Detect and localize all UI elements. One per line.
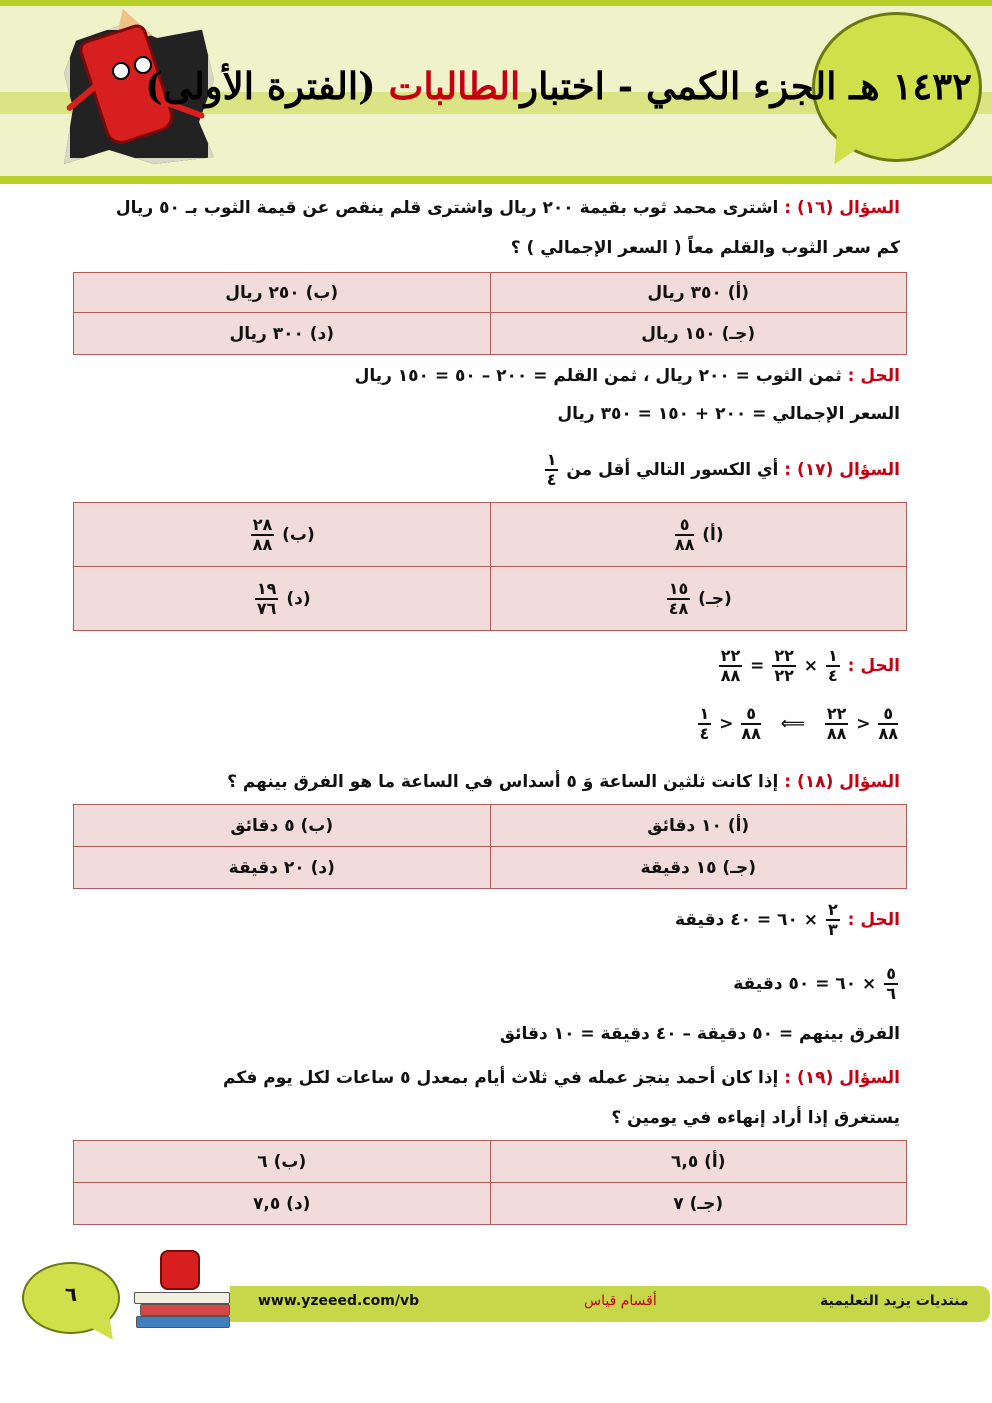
q18-text: إذا كانت ثلثين الساعة وَ ٥ أسداس في الساعة ما هو الفرق بينهم ؟ <box>227 772 779 792</box>
title-part2: (الفترة الأولى) <box>145 64 376 108</box>
q19-option-b[interactable]: (ب) ٦ <box>74 1141 491 1183</box>
page-number: ٦ <box>64 1282 78 1306</box>
q17-text: أي الكسور التالي أقل من <box>566 460 779 480</box>
mascot-eye-left-icon <box>112 62 130 80</box>
implies-arrow-icon: ⟸ <box>780 714 806 734</box>
q18-option-c[interactable]: (جـ) ١٥ دقيقة <box>490 847 907 889</box>
page-title <box>145 56 972 116</box>
q17-option-a-fraction: $\frac{٥}{٨٨}$ <box>674 514 695 554</box>
footer-section-label: أقسام قياس <box>584 1293 657 1309</box>
title-highlight: الطالبات <box>388 64 521 108</box>
q17-text-line <box>92 452 900 488</box>
q17-option-b-fraction: $\frac{٢٨}{٨٨}$ <box>252 514 273 554</box>
q17-solution-line2: $\frac{٥}{٨٨}$ < $\frac{٢٢}{٨٨}$ ⟸ $\frac{٥}{٨٨}$ < $\frac{١}{٤}$ <box>699 704 898 743</box>
header-bottom-rule <box>0 176 992 184</box>
q18-solution-line2: $\frac{٥}{٦}$ × ٦٠ = ٥٠ دقيقة <box>733 964 896 1003</box>
q18-options-table <box>73 804 907 889</box>
title-part1: الجزء الكمي - اختبار <box>520 64 837 108</box>
q19-text: إذا كان أحمد ينجز عمله في ثلاث أيام بمعدل ٥ ساعات لكل يوم فكم <box>222 1068 779 1088</box>
q16-option-b[interactable]: (ب) ٢٥٠ ريال <box>74 273 491 313</box>
q16-text: اشترى محمد ثوب بقيمة ٢٠٠ ريال واشترى قلم ينقص عن قيمة الثوب بـ ٥٠ ريال <box>115 198 779 218</box>
q19-option-a[interactable]: (أ) ٦,٥ <box>490 1141 907 1183</box>
q17-option-d[interactable]: (د) $\frac{١٩}{٧٦}$ <box>74 567 491 631</box>
footer-pencil-mascot-icon <box>160 1250 200 1290</box>
footer-website-link[interactable]: www.yzeeed.com/vb <box>258 1293 420 1309</box>
q18-solution-line3: الفرق بينهم = ٥٠ دقيقة – ٤٠ دقيقة = ١٠ دقائق <box>499 1024 900 1044</box>
q19-options-table <box>73 1140 907 1225</box>
title-year: ١٤٣٢ هـ <box>849 64 972 108</box>
q17-option-b[interactable]: (ب) $\frac{٢٨}{٨٨}$ <box>74 503 491 567</box>
q19-text-line2: يستغرق إذا أراد إنهاءه في يومين ؟ <box>611 1108 900 1128</box>
q16-option-c[interactable]: (جـ) ١٥٠ ريال <box>490 313 907 355</box>
q17-option-c[interactable]: (جـ) $\frac{١٥}{٤٨}$ <box>490 567 907 631</box>
q18-option-d[interactable]: (د) ٢٠ دقيقة <box>74 847 491 889</box>
q16-solution-line2: السعر الإجمالي = ٢٠٠ + ١٥٠ = ٣٥٠ ريال <box>557 404 900 424</box>
q17-option-a[interactable]: (أ) $\frac{٥}{٨٨}$ <box>490 503 907 567</box>
q17-options-table <box>73 502 907 631</box>
q16-solution-line1 <box>92 366 900 386</box>
q16-solution-text1: ثمن الثوب = ٢٠٠ ريال ، ثمن القلم = ٢٠٠ – ٥٠ = ١٥٠ ريال <box>354 366 842 386</box>
q19-text-line1 <box>92 1068 900 1088</box>
q18-label: السؤال (١٨) : <box>784 772 900 792</box>
q18-option-b[interactable]: (ب) ٥ دقائق <box>74 805 491 847</box>
q19-option-d[interactable]: (د) ٧,٥ <box>74 1183 491 1225</box>
footer-forum-name: منتديات يزيد التعليمية <box>820 1293 969 1309</box>
q18-solution-line1: الحل : $\frac{٢}{٣}$ × ٦٠ = ٤٠ دقيقة <box>674 900 900 939</box>
q17-option-d-fraction: $\frac{١٩}{٧٦}$ <box>256 578 277 618</box>
q19-option-c[interactable]: (جـ) ٧ <box>490 1183 907 1225</box>
q17-solution-line1: الحل : $\frac{١}{٤}$ × $\frac{٢٢}{٢٢}$ = $\frac{٢٢}{٨٨}$ <box>720 646 900 685</box>
q17-solution-label: الحل : <box>847 656 900 676</box>
q18-solution-label: الحل : <box>847 910 900 930</box>
q17-text-fraction: $\frac{١}{٤}$ <box>546 450 557 489</box>
q17-option-c-fraction: $\frac{١٥}{٤٨}$ <box>668 578 689 618</box>
q17-label: السؤال (١٧) : <box>784 460 900 480</box>
q16-option-d[interactable]: (د) ٣٠٠ ريال <box>74 313 491 355</box>
q16-solution-label: الحل : <box>847 366 900 386</box>
q16-label: السؤال (١٦) : <box>784 198 900 218</box>
q18-text-line <box>92 772 900 792</box>
q19-label: السؤال (١٩) : <box>784 1068 900 1088</box>
q16-text-line2: كم سعر الثوب والقلم معاً ( السعر الإجمالي ) ؟ <box>510 238 900 258</box>
q16-options-table <box>73 272 907 355</box>
q18-option-a[interactable]: (أ) ١٠ دقائق <box>490 805 907 847</box>
q16-option-a[interactable]: (أ) ٣٥٠ ريال <box>490 273 907 313</box>
q16-text-line1 <box>92 198 900 218</box>
